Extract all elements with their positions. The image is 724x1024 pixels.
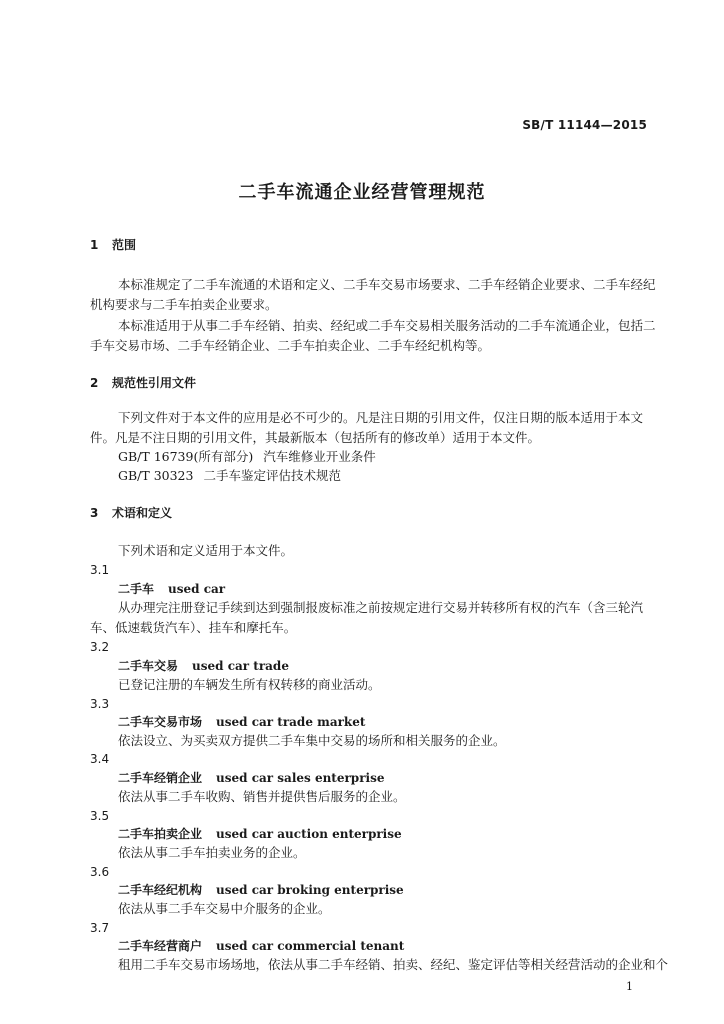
- section-1-heading: [90, 237, 136, 253]
- section-2-number: 2: [90, 376, 99, 390]
- term-number: 3.1: [90, 563, 110, 577]
- term-name: [118, 882, 404, 898]
- section-2-title: 规范性引用文件: [112, 376, 197, 390]
- term-number: 3.5: [90, 809, 110, 823]
- term-name: [118, 714, 365, 730]
- term-zh: 二手车拍卖企业: [118, 827, 203, 841]
- term-en: used car: [168, 582, 226, 596]
- document-title: 二手车流通企业经营管理规范: [238, 182, 486, 203]
- reference-item: [118, 468, 341, 484]
- term-definition-line-1: 已登记注册的车辆发生所有权转移的商业活动。: [118, 677, 381, 692]
- term-zh: 二手车经营商户: [118, 939, 203, 953]
- term-name: [118, 581, 225, 597]
- section-1-number: 1: [90, 238, 99, 252]
- term-number: 3.3: [90, 697, 110, 711]
- section-3-number: 3: [90, 506, 99, 520]
- term-en: used car trade: [192, 659, 289, 673]
- section-2-heading: [90, 375, 196, 391]
- s1-paragraph-2-line-1: 本标准适用于从事二手车经销、拍卖、经纪或二手车交易相关服务活动的二手车流通企业，包括二: [118, 318, 656, 333]
- section-3-heading: [90, 505, 172, 521]
- s2-paragraph-line-2: 件。凡是不注日期的引用文件，其最新版本（包括所有的修改单）适用于本文件。: [90, 430, 541, 445]
- term-definition-line-1: 租用二手车交易市场场地，依法从事二手车经销、拍卖、经纪、鉴定评估等相关经营活动的企业和个: [118, 957, 669, 972]
- term-en: used car commercial tenant: [216, 939, 405, 953]
- reference-item: [118, 449, 376, 465]
- reference-code: GB/T 16739(所有部分): [118, 449, 254, 464]
- section-1-title: 范围: [112, 238, 137, 252]
- term-number: 3.2: [90, 640, 110, 654]
- standard-number: SB/T 11144—2015: [522, 118, 647, 132]
- term-name: [118, 770, 384, 786]
- term-zh: 二手车经纪机构: [118, 883, 203, 897]
- term-zh: 二手车: [118, 582, 155, 596]
- term-name: [118, 658, 289, 674]
- term-definition-line-1: 从办理完注册登记手续到达到强制报废标准之前按规定进行交易并转移所有权的汽车（含三轮汽: [118, 600, 644, 615]
- term-zh: 二手车交易: [118, 659, 179, 673]
- term-name: [118, 938, 404, 954]
- term-zh: 二手车交易市场: [118, 715, 203, 729]
- page-number: 1: [626, 980, 633, 993]
- section-3-title: 术语和定义: [112, 506, 173, 520]
- s1-paragraph-1-line-2: 机构要求与二手车拍卖企业要求。: [90, 297, 278, 312]
- s1-paragraph-2-line-2: 手车交易市场、二手车经销企业、二手车拍卖企业、二手车经纪机构等。: [90, 338, 491, 353]
- term-name: [118, 826, 402, 842]
- reference-code: GB/T 30323: [118, 468, 194, 483]
- term-number: 3.7: [90, 921, 110, 935]
- s3-intro: 下列术语和定义适用于本文件。: [118, 543, 294, 558]
- term-definition-line-1: 依法从事二手车拍卖业务的企业。: [118, 845, 306, 860]
- term-definition-line-1: 依法设立、为买卖双方提供二手车集中交易的场所和相关服务的企业。: [118, 733, 506, 748]
- reference-title: 二手车鉴定评估技术规范: [203, 468, 341, 483]
- term-en: used car trade market: [216, 715, 366, 729]
- term-definition-line-1: 依法从事二手车交易中介服务的企业。: [118, 901, 331, 916]
- term-definition-line-1: 依法从事二手车收购、销售并提供售后服务的企业。: [118, 789, 406, 804]
- s2-paragraph-line-1: 下列文件对于本文件的应用是必不可少的。凡是注日期的引用文件，仅注日期的版本适用于本文: [118, 410, 644, 425]
- term-number: 3.6: [90, 865, 110, 879]
- term-definition-line-2: 车、低速载货汽车）、挂车和摩托车。: [90, 620, 297, 635]
- term-en: used car broking enterprise: [216, 883, 404, 897]
- term-zh: 二手车经销企业: [118, 771, 203, 785]
- s1-paragraph-1-line-1: 本标准规定了二手车流通的术语和定义、二手车交易市场要求、二手车经销企业要求、二手车经纪: [118, 277, 656, 292]
- term-en: used car auction enterprise: [216, 827, 402, 841]
- term-number: 3.4: [90, 752, 110, 766]
- term-en: used car sales enterprise: [216, 771, 385, 785]
- reference-title: 汽车维修业开业条件: [263, 449, 376, 464]
